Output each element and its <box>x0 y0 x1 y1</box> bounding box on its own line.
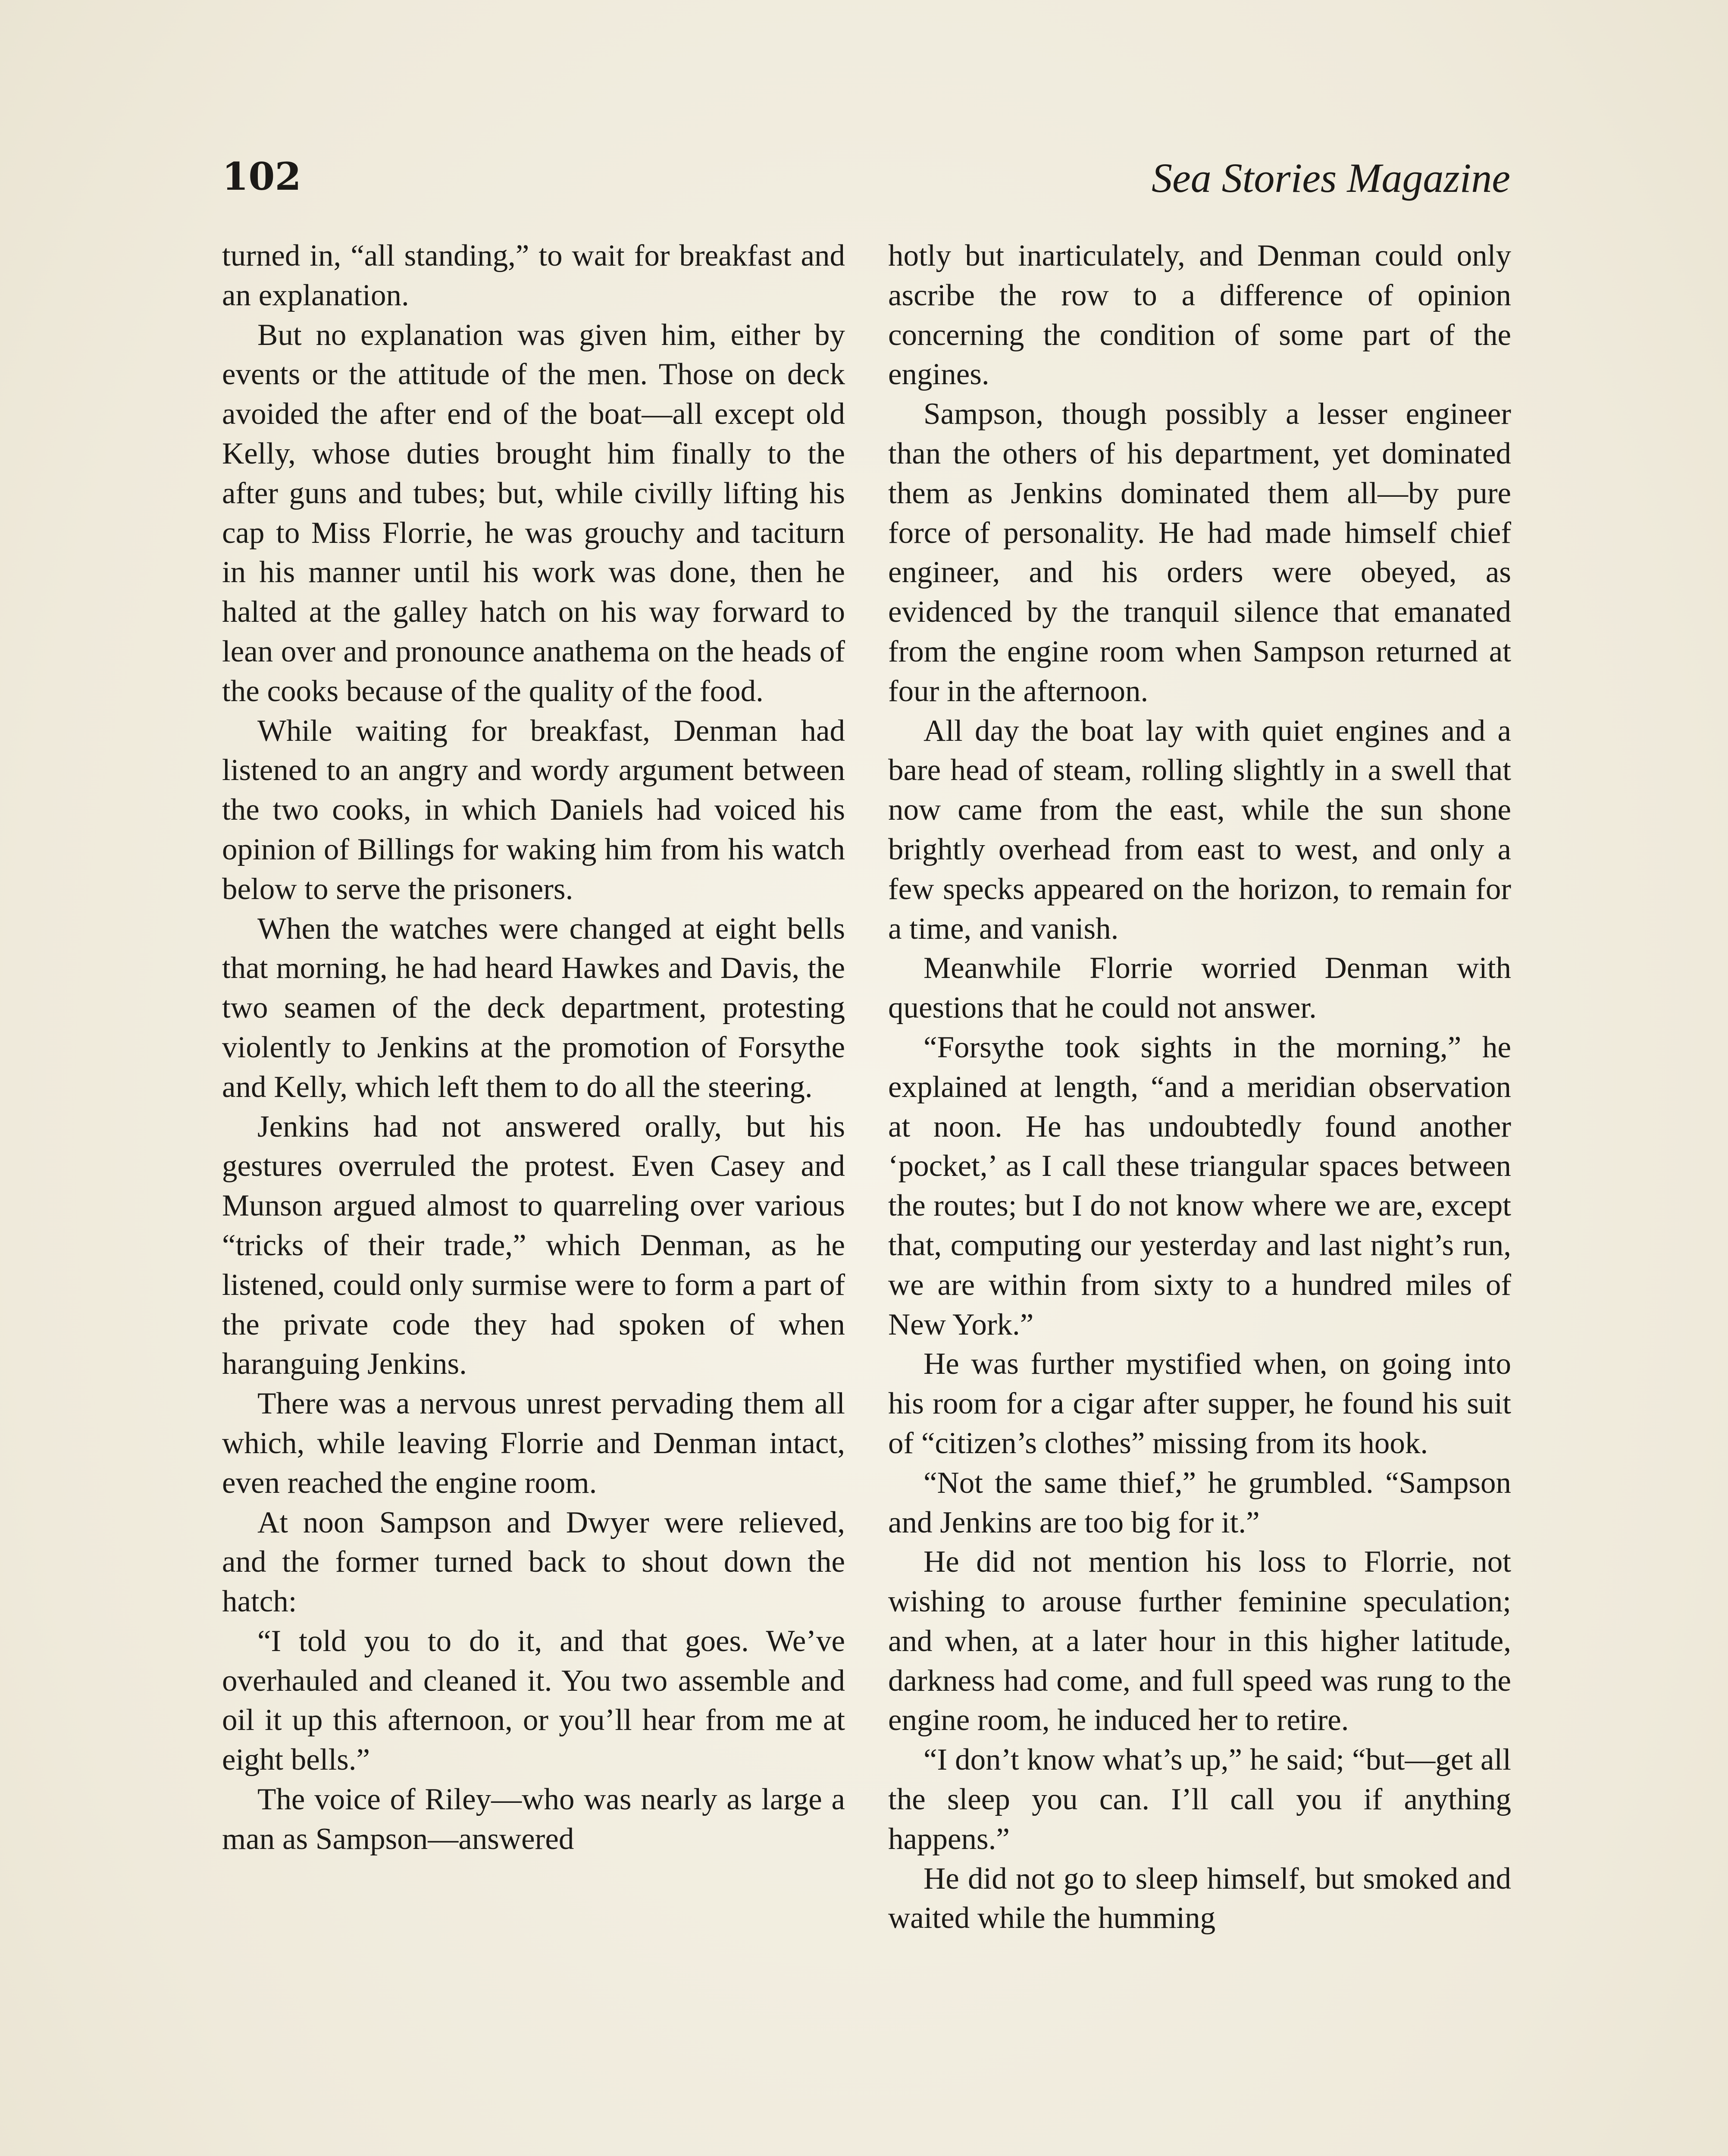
paragraph: He was further mystified when, on going into his room for a cigar after supper, he found his suit of “citizen’s clothes” missing from its hook. <box>888 1347 1511 1460</box>
paragraph: At noon Sampson and Dwyer were relieved, and the former turned back to shout down the hatch: <box>222 1505 845 1619</box>
paragraph: turned in, “all standing,” to wait for breakfast and an explanation. <box>222 239 845 312</box>
paragraph: “Forsythe took sights in the morning,” he explained at length, “and a meridian observation at noon. He has undoubtedly found another ‘pocket,’ as I call these triangular spaces between the routes; but I do not know where we are, except that, computing our yesterday and last night’s run, we are within from sixty to a hundred miles of New York.” <box>888 1030 1511 1341</box>
right-column <box>888 236 1511 1938</box>
paragraph: But no explanation was given him, either by events or the attitude of the men. Those on deck avoided the after end of the boat—all except old Kelly, whose duties brought him finally to the after guns and tubes; but, while civilly lifting his cap to Miss Florrie, he was grouchy and taciturn in his manner until his work was done, then he halted at the galley hatch on his way forward to lean over and pronounce anathema on the heads of the cooks because of the quality of the food. <box>222 318 845 708</box>
paragraph: hotly but inarticulately, and Denman could only ascribe the row to a difference of opinion concerning the condition of some part of the engines. <box>888 239 1511 392</box>
left-column <box>222 236 845 1859</box>
paragraph: When the watches were changed at eight bells that morning, he had heard Hawkes and Davis, the two seamen of the deck department, protesting violently to Jenkins at the promotion of Forsythe and Kelly, which left them to do all the steering. <box>222 912 845 1104</box>
paragraph: All day the boat lay with quiet engines and a bare head of steam, rolling slightly in a swell that now came from the east, while the sun shone brightly overhead from east to west, and only a few specks appeared on the horizon, to remain for a time, and vanish. <box>888 714 1511 946</box>
paragraph: Meanwhile Florrie worried Denman with questions that he could not answer. <box>888 951 1511 1025</box>
paragraph: “Not the same thief,” he grumbled. “Sampson and Jenkins are too big for it.” <box>888 1466 1511 1539</box>
paragraph: There was a nervous unrest pervading them all which, while leaving Florrie and Denman intact, even reached the engine room. <box>222 1387 845 1500</box>
paragraph: Jenkins had not answered orally, but his gestures overruled the protest. Even Casey and Munson argued almost to quarreling over various “tricks of their trade,” which Denman, as he listened, could only surmise were to form a part of the private code they had spoken of when haranguing Jenkins. <box>222 1109 845 1381</box>
page-number: 102 <box>222 154 301 199</box>
paragraph: The voice of Riley—who was nearly as large a man as Sampson—answered <box>222 1783 845 1856</box>
paragraph: He did not go to sleep himself, but smoked and waited while the humming <box>888 1861 1511 1935</box>
running-title: Sea Stories Magazine <box>1152 155 1510 201</box>
paragraph: He did not mention his loss to Florrie, not wishing to arouse further feminine speculation; and when, at a later hour in this higher latitude, darkness had come, and full speed was rung to the engine room, he induced her to retire. <box>888 1545 1511 1737</box>
paragraph: “I told you to do it, and that goes. We’ve overhauled and cleaned it. You two assemble and oil it up this afternoon, or you’ll hear from me at eight bells.” <box>222 1624 845 1777</box>
paragraph: Sampson, though possibly a lesser engineer than the others of his department, yet dominated them as Jenkins dominated them all—by pure force of personality. He had made himself chief engineer, and his orders were obeyed, as evidenced by the tranquil silence that emanated from the engine room when Sampson returned at four in the afternoon. <box>888 397 1511 708</box>
paragraph: While waiting for breakfast, Denman had listened to an angry and wordy argument between the two cooks, in which Daniels had voiced his opinion of Billings for waking him from his watch below to serve the prisoners. <box>222 714 845 906</box>
paragraph: “I don’t know what’s up,” he said; “but—get all the sleep you can. I’ll call you if anything happens.” <box>888 1743 1511 1856</box>
page-header <box>222 154 1510 213</box>
